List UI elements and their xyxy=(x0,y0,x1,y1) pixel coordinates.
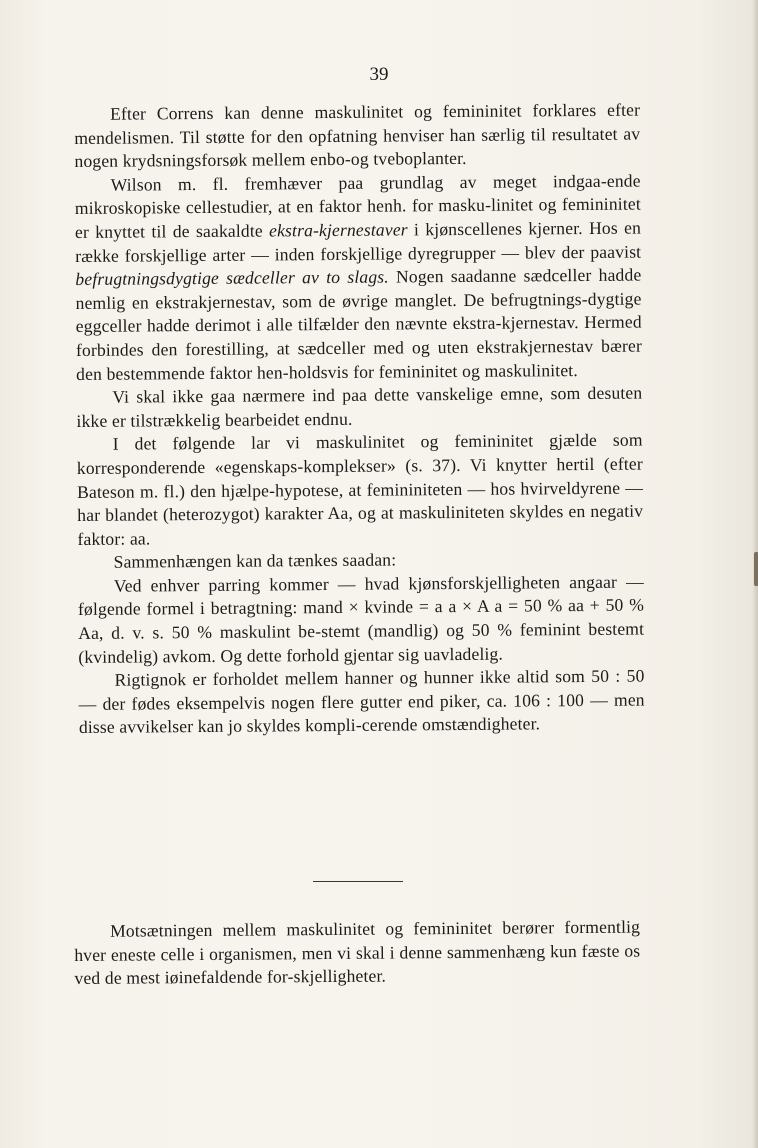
paragraph-text: Vi skal ikke gaa nærmere ind paa dette vanskelige emne, som desuten ikke er tilstrækkelig bearbeidet endnu. xyxy=(76,382,643,431)
paragraph-text: Motsætningen mellem maskulinitet og femininitet berører formentlig hver eneste celle i organismen, men vi skal i denne sammenhæng kun fæste os ved de mest iøinefaldende for-skjelligheter. xyxy=(74,916,641,989)
paragraph-text: I det følgende lar vi maskulinitet og femininitet gjælde som korresponderende «egenskaps-komplekser» (s. 37). Vi knytter hertil (efter Bateson m. fl.) den hjælpe-hypotese, at femininiteten — hos hvirveldyrene — har blandet (heterozygot) karakter Aa, og at maskuliniteten skyldes en negativ faktor: aa. xyxy=(76,429,644,549)
paragraph-rigtignok xyxy=(78,665,645,740)
section-separator-rule xyxy=(313,881,403,882)
italic-term-saedceller: befrugtningsdygtige sædceller av to slags. xyxy=(75,266,389,290)
paragraph-vi-skal xyxy=(76,382,642,434)
paragraph-text: Efter Correns kan denne maskulinitet og femininitet forklares efter mendelismen. Til støtte for den opfatning henviser han særlig til resultatet av nogen krydsningsforsøk mellem enbo-og tveboplanter. xyxy=(74,99,641,172)
paragraph-text: Sammenhængen kan da tænkes saadan: xyxy=(113,549,397,572)
paragraph-correns xyxy=(74,99,641,174)
page-edge-mark xyxy=(754,552,758,586)
closing-text-block xyxy=(74,916,641,991)
paragraph-text: Rigtignok er forholdet mellem hanner og hunner ikke altid som 50 : 50 — der fødes eksempelvis nogen flere gutter end piker, ca. 106 : 100 — men disse avvikelser kan jo skyldes kompli-cerende omstændigheter. xyxy=(78,665,645,738)
paragraph-text: Ved enhver parring kommer — hvad kjønsforskjelligheten angaar — følgende formel i betragtning: mand × kvinde = a a × A a = 50 % aa + 50 % Aa, d. v. s. 50 % maskulint be-stemt (mandlig) og 50 % feminint bestemt (kvindelig) avkom. Og dette forhold gjentar sig uavladelig. xyxy=(77,571,645,667)
paragraph-egenskaps-komplekser xyxy=(77,429,644,551)
italic-term-ekstrakjernestaver: ekstra-kjernestaver xyxy=(268,219,408,241)
main-text-block xyxy=(74,99,645,740)
page-number: 39 xyxy=(369,64,389,85)
paragraph-motsaetningen xyxy=(74,916,641,991)
paragraph-wilson xyxy=(75,169,643,386)
paragraph-formel xyxy=(78,570,645,669)
paragraph-text: i kjønscellenes kjerner. Hos en række forskjellige arter — inden forskjellige dyregrupper — blev der paavist xyxy=(75,217,642,266)
paragraph-text: Wilson m. fl. fremhæver paa grundlag av meget indgaa-ende mikroskopiske cellestudier, at en faktor henh. for masku-linitet og femininitet er knyttet til de saakaldte xyxy=(74,170,641,242)
paragraph-text: Nogen saadanne sædceller hadde nemlig en ekstrakjernestav, som de øvrige manglet. De befrugtnings-dygtige eggceller hadde derimot i alle tilfælder den nævnte ekstra-kjernestav. Hermed forbindes den forestilling, at sædceller med og uten ekstrakjernestav bærer den bestemmende faktor hen-holdsvis for femininitet og maskulinitet. xyxy=(75,264,643,384)
